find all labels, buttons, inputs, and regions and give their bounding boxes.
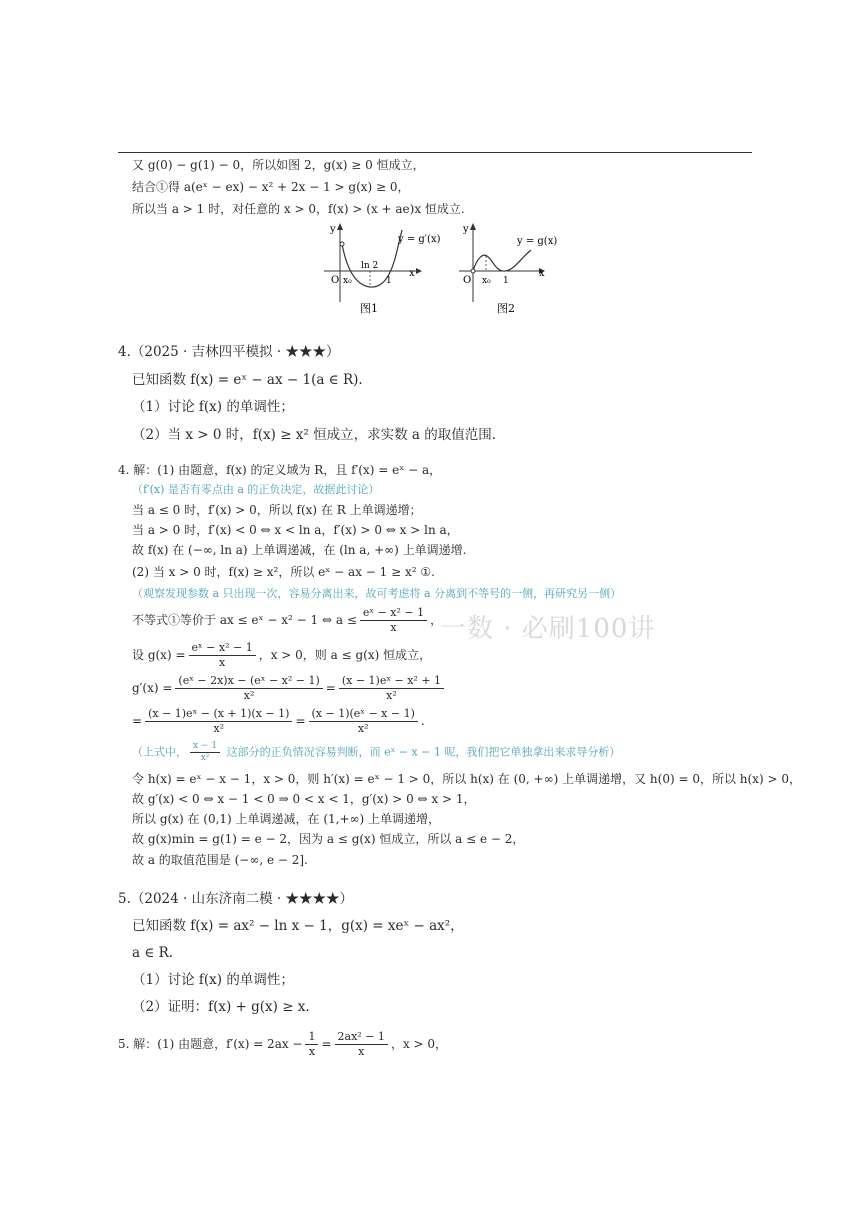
figure-2 <box>455 220 565 320</box>
fig1-x: x <box>409 268 415 279</box>
s4-l8-eq: = <box>325 681 336 695</box>
header-rule <box>118 152 752 153</box>
intro-line-2: 结合①得 a(eˣ − ex) − x² + 2x − 1 > g(x) ≥ 0， <box>132 180 410 194</box>
s5-l1-text-a: 5. 解：(1) 由题意，f′(x) = 2ax − <box>118 1037 303 1051</box>
s4-l6-num: eˣ − x² − 1 <box>360 606 427 621</box>
s5-l1-num-2: 2ax² − 1 <box>335 1030 388 1045</box>
s4-l9-den-2: x² <box>357 722 369 735</box>
s4-n3-den: x² <box>200 753 210 763</box>
s4-l9-den-1: x² <box>213 722 225 735</box>
s4-l9-num-1: (x − 1)eˣ − (x + 1)(x − 1) <box>145 707 292 722</box>
intro-line-3: 所以当 a > 1 时，对任意的 x > 0，f(x) > (x + ae)x 恒成立. <box>132 202 465 216</box>
fig1-ln2: ln 2 <box>361 261 379 271</box>
s4-l6-text-b: ， <box>430 613 443 627</box>
fig2-o: O <box>463 275 472 286</box>
s4-l6-text-a: 不等式①等价于 ax ≤ eˣ − x² − 1 ⇔ a ≤ <box>132 613 357 627</box>
s4-line-2: 当 a ≤ 0 时，f′(x) > 0，所以 f(x) 在 R 上单调递增； <box>132 503 422 517</box>
s4-line-5: (2) 当 x > 0 时，f(x) ≥ x²，所以 eˣ − ax − 1 ≥ x² ①. <box>132 565 435 579</box>
fig1-o: O <box>331 275 340 286</box>
s4-l7-text-b: ，x > 0，则 a ≤ g(x) 恒成立， <box>258 648 432 662</box>
s4-l9-num-2: (x − 1)(eˣ − x − 1) <box>309 707 418 722</box>
s4-l9-eq: = <box>295 714 306 728</box>
fig1-x0: x₀ <box>343 276 352 286</box>
s4-line-11: 故 g′(x) < 0 ⇔ x − 1 < 0 ⇒ 0 < x < 1，g′(x) > 0 ⇔ x > 1， <box>132 792 476 806</box>
fig1-y: y <box>330 224 336 235</box>
s4-l8-text-a: g′(x) = <box>132 681 173 695</box>
s4-l9-text-b: . <box>420 714 425 728</box>
s5-l1-den-1: x <box>308 1045 316 1058</box>
s4-line-12: 所以 g(x) 在 (0,1) 上单调递减，在 (1,+∞) 上单调递增， <box>132 812 441 826</box>
s5-l1-eq: = <box>321 1037 332 1051</box>
s4-line-1: 4. 解：(1) 由题意，f(x) 的定义域为 R，且 f′(x) = eˣ − a， <box>118 463 442 477</box>
problem-4-q2: （2）当 x > 0 时，f(x) ≥ x² 恒成立，求实数 a 的取值范围. <box>132 427 497 443</box>
problem-5-q2: （2）证明：f(x) + g(x) ≥ x. <box>132 999 310 1015</box>
s5-line-1 <box>118 1030 447 1059</box>
watermark: 一数 · 必刷100讲 <box>440 614 656 644</box>
s4-l7-num: eˣ − x² − 1 <box>189 641 256 656</box>
s4-n3-text-a: （上式中， <box>132 745 187 759</box>
fig1-one: 1 <box>386 276 392 286</box>
problem-5-q1: （1）讨论 f(x) 的单调性； <box>132 972 294 988</box>
s4-note-1: （f′(x) 是否有零点由 a 的正负决定，故据此讨论） <box>132 483 380 496</box>
s5-l1-text-b: ，x > 0， <box>390 1037 448 1051</box>
problem-5-header: 5.（2024 · 山东济南二模 · ★★★★） <box>118 891 353 907</box>
problem-5-stem-2: a ∈ R. <box>132 945 174 961</box>
s4-line-14: 故 a 的取值范围是 (−∞, e − 2]. <box>132 853 308 867</box>
s4-l8-den-2: x² <box>386 689 397 702</box>
s4-l8-num-2: (x − 1)eˣ − x² + 1 <box>339 674 444 689</box>
s4-line-8 <box>132 674 447 703</box>
s4-line-10: 令 h(x) = eˣ − x − 1，x > 0，则 h′(x) = eˣ − 1 > 0，所以 h(x) 在 (0, +∞) 上单调递增，又 h(0) = 0，所以 h(x) > 0， <box>132 772 801 786</box>
fig2-one: 1 <box>503 276 509 286</box>
fig2-label: 图2 <box>497 302 515 315</box>
s4-line-6 <box>132 606 442 635</box>
problem-4-stem: 已知函数 f(x) = eˣ − ax − 1(a ∈ R). <box>132 372 363 388</box>
problem-4-q1: （1）讨论 f(x) 的单调性； <box>132 399 294 415</box>
s4-l8-num-1: (eˣ − 2x)x − (eˣ − x² − 1) <box>175 674 322 689</box>
s4-l8-den-1: x² <box>243 689 255 702</box>
s5-l1-num-1: 1 <box>305 1030 318 1045</box>
s4-note-3 <box>132 741 620 764</box>
fig1-label: 图1 <box>360 302 378 315</box>
fig1-curve-label: y = g′(x) <box>398 234 441 245</box>
s4-line-9 <box>132 707 425 736</box>
s4-n3-text-b: 这部分的正负情况容易判断，而 eˣ − x − 1 呢，我们把它单独拿出来求导分析） <box>223 745 621 759</box>
fig2-x: x <box>539 268 545 279</box>
fig2-curve-label: y = g(x) <box>517 236 558 247</box>
fig2-x0: x₀ <box>482 276 491 286</box>
s4-note-2: （观察发现参数 a 只出现一次，容易分离出来，故可考虑将 a 分离到不等号的一侧，再研究另一侧） <box>132 587 622 600</box>
s4-l9-text-a: = <box>132 714 143 728</box>
problem-5-stem: 已知函数 f(x) = ax² − ln x − 1，g(x) = xeˣ − ax²， <box>132 918 464 934</box>
s4-l7-den: x <box>219 656 226 669</box>
s4-line-7 <box>132 641 431 670</box>
s4-line-3: 当 a > 0 时，f′(x) < 0 ⇔ x < ln a，f′(x) > 0 ⇔ x > ln a， <box>132 523 459 537</box>
s4-l6-den: x <box>390 621 397 634</box>
intro-line-1: 又 g(0) − g(1) − 0，所以如图 2，g(x) ≥ 0 恒成立， <box>132 158 425 172</box>
s4-n3-num: x − 1 <box>190 741 220 753</box>
s4-line-4: 故 f(x) 在 (−∞, ln a) 上单调递减，在 (ln a, +∞) 上单调递增. <box>132 543 467 557</box>
s4-line-13: 故 g(x)min = g(1) = e − 2，因为 a ≤ g(x) 恒成立，所以 a ≤ e − 2， <box>132 832 525 846</box>
s4-l7-text-a: 设 g(x) = <box>132 648 186 662</box>
figure-1 <box>318 220 441 320</box>
s5-l1-den-2: x <box>358 1045 365 1058</box>
problem-4-header: 4.（2025 · 吉林四平模拟 · ★★★） <box>118 344 340 360</box>
fig2-y: y <box>463 224 469 235</box>
